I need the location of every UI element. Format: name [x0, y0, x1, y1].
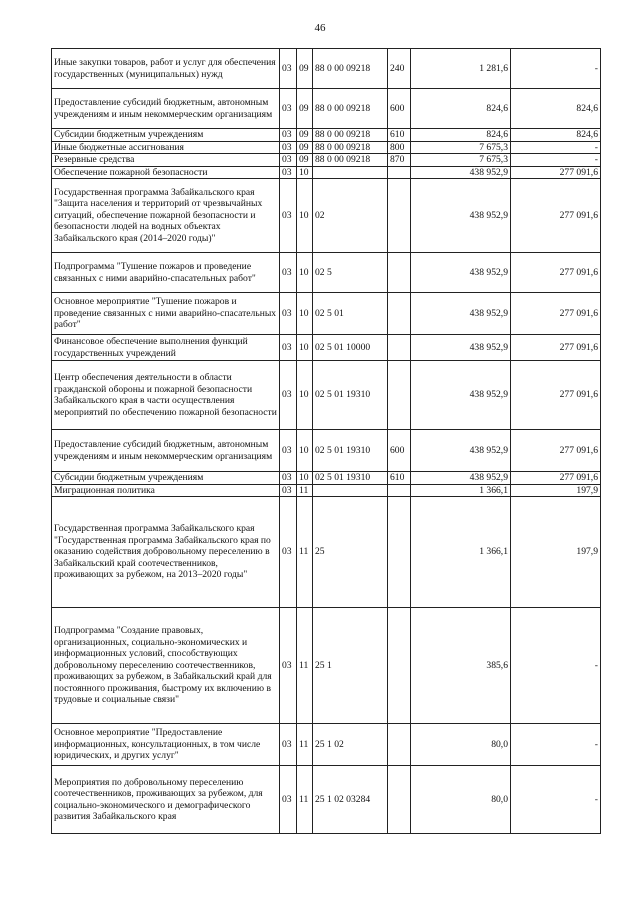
subsection-code: 10 — [297, 472, 313, 485]
amount-2: - — [511, 724, 601, 766]
section-code: 03 — [280, 166, 297, 179]
subsection-code: 09 — [297, 141, 313, 154]
expense-type-code — [388, 766, 411, 834]
target-article-code: 02 5 01 — [313, 293, 388, 335]
amount-2: - — [511, 49, 601, 89]
row-name: Предоставление субсидий бюджетным, автономным учреждениям и иным некоммерческим организациям — [52, 430, 280, 472]
section-code: 03 — [280, 253, 297, 293]
expense-type-code: 610 — [388, 129, 411, 142]
subsection-code: 10 — [297, 179, 313, 253]
table-row — [52, 608, 601, 724]
section-code: 03 — [280, 129, 297, 142]
amount-2: - — [511, 608, 601, 724]
amount-1: 438 952,9 — [411, 253, 511, 293]
subsection-code: 09 — [297, 89, 313, 129]
subsection-code: 09 — [297, 129, 313, 142]
amount-1: 438 952,9 — [411, 361, 511, 430]
amount-1: 1 366,1 — [411, 484, 511, 497]
section-code: 03 — [280, 484, 297, 497]
amount-2: 277 091,6 — [511, 166, 601, 179]
subsection-code: 09 — [297, 154, 313, 167]
target-article-code: 88 0 00 09218 — [313, 141, 388, 154]
expense-type-code — [388, 253, 411, 293]
amount-2: 277 091,6 — [511, 335, 601, 361]
amount-2: - — [511, 154, 601, 167]
table-row — [52, 179, 601, 253]
expense-type-code — [388, 361, 411, 430]
table-row — [52, 141, 601, 154]
row-name: Государственная программа Забайкальского края "Государственная программа Забайкальского края по оказанию содействия добровольному переселению в Забайкальский край соотечественников, проживающих за рубежом, на 2013–2020 годы" — [52, 497, 280, 608]
amount-2: 277 091,6 — [511, 179, 601, 253]
expense-type-code — [388, 608, 411, 724]
row-name: Иные бюджетные ассигнования — [52, 141, 280, 154]
row-name: Подпрограмма "Тушение пожаров и проведение связанных с ними аварийно-спасательных работ" — [52, 253, 280, 293]
amount-1: 824,6 — [411, 89, 511, 129]
amount-1: 7 675,3 — [411, 141, 511, 154]
subsection-code: 11 — [297, 484, 313, 497]
row-name: Основное мероприятие "Предоставление информационных, консультационных, в том числе юридических, и других услуг" — [52, 724, 280, 766]
subsection-code: 11 — [297, 497, 313, 608]
target-article-code: 02 5 01 10000 — [313, 335, 388, 361]
amount-1: 1 366,1 — [411, 497, 511, 608]
expense-type-code: 600 — [388, 430, 411, 472]
section-code: 03 — [280, 724, 297, 766]
section-code: 03 — [280, 89, 297, 129]
subsection-code: 10 — [297, 361, 313, 430]
table-row — [52, 766, 601, 834]
section-code: 03 — [280, 430, 297, 472]
row-name: Центр обеспечения деятельности в области гражданской обороны и пожарной безопасности Забайкальского края в части осуществления мероприятий по обеспечению пожарной безопасности — [52, 361, 280, 430]
page-number: 46 — [314, 22, 326, 34]
row-name: Субсидии бюджетным учреждениям — [52, 472, 280, 485]
amount-2: 824,6 — [511, 89, 601, 129]
amount-1: 824,6 — [411, 129, 511, 142]
table-row — [52, 49, 601, 89]
target-article-code — [313, 484, 388, 497]
row-name: Субсидии бюджетным учреждениям — [52, 129, 280, 142]
row-name: Подпрограмма "Создание правовых, организационных, социально-экономических и информационных условий, способствующих добровольному переселению соотечественников, проживающих за рубежом, в Забайкальский край для постоянного проживания, быстрому их включению в трудовые и социальные связи" — [52, 608, 280, 724]
amount-2: 824,6 — [511, 129, 601, 142]
budget-table — [51, 48, 601, 834]
target-article-code: 88 0 00 09218 — [313, 89, 388, 129]
amount-2: - — [511, 766, 601, 834]
table-row — [52, 89, 601, 129]
section-code: 03 — [280, 141, 297, 154]
row-name: Основное мероприятие "Тушение пожаров и проведение связанных с ними аварийно-спасательных работ" — [52, 293, 280, 335]
expense-type-code: 800 — [388, 141, 411, 154]
section-code: 03 — [280, 361, 297, 430]
table-body — [52, 49, 601, 834]
section-code: 03 — [280, 766, 297, 834]
amount-2: 277 091,6 — [511, 293, 601, 335]
target-article-code: 25 — [313, 497, 388, 608]
target-article-code: 02 5 — [313, 253, 388, 293]
table-row — [52, 472, 601, 485]
expense-type-code: 610 — [388, 472, 411, 485]
amount-2: 277 091,6 — [511, 472, 601, 485]
table-row — [52, 154, 601, 167]
row-name: Миграционная политика — [52, 484, 280, 497]
target-article-code: 02 5 01 19310 — [313, 361, 388, 430]
row-name: Иные закупки товаров, работ и услуг для обеспечения государственных (муниципальных) нужд — [52, 49, 280, 89]
section-code: 03 — [280, 335, 297, 361]
amount-1: 438 952,9 — [411, 430, 511, 472]
target-article-code: 88 0 00 09218 — [313, 49, 388, 89]
row-name: Государственная программа Забайкальского края "Защита населения и территорий от чрезвычайных ситуаций, обеспечение пожарной безопасности и безопасности людей на водных объектах Забайкальского края (2014–2020 годы)" — [52, 179, 280, 253]
target-article-code: 25 1 02 03284 — [313, 766, 388, 834]
amount-1: 438 952,9 — [411, 166, 511, 179]
target-article-code: 25 1 02 — [313, 724, 388, 766]
amount-1: 438 952,9 — [411, 179, 511, 253]
subsection-code: 11 — [297, 724, 313, 766]
section-code: 03 — [280, 472, 297, 485]
table-row — [52, 484, 601, 497]
row-name: Резервные средства — [52, 154, 280, 167]
table-row — [52, 361, 601, 430]
amount-2: - — [511, 141, 601, 154]
amount-2: 277 091,6 — [511, 253, 601, 293]
section-code: 03 — [280, 293, 297, 335]
section-code: 03 — [280, 154, 297, 167]
target-article-code: 02 — [313, 179, 388, 253]
subsection-code: 10 — [297, 166, 313, 179]
subsection-code: 11 — [297, 608, 313, 724]
subsection-code: 10 — [297, 335, 313, 361]
expense-type-code — [388, 179, 411, 253]
row-name: Обеспечение пожарной безопасности — [52, 166, 280, 179]
target-article-code: 02 5 01 19310 — [313, 472, 388, 485]
table-row — [52, 166, 601, 179]
table-row — [52, 724, 601, 766]
section-code: 03 — [280, 608, 297, 724]
table-row — [52, 430, 601, 472]
amount-1: 385,6 — [411, 608, 511, 724]
target-article-code: 88 0 00 09218 — [313, 129, 388, 142]
target-article-code: 88 0 00 09218 — [313, 154, 388, 167]
amount-1: 7 675,3 — [411, 154, 511, 167]
target-article-code: 02 5 01 19310 — [313, 430, 388, 472]
amount-1: 80,0 — [411, 724, 511, 766]
expense-type-code — [388, 335, 411, 361]
amount-1: 438 952,9 — [411, 472, 511, 485]
expense-type-code — [388, 484, 411, 497]
amount-2: 197,9 — [511, 484, 601, 497]
subsection-code: 10 — [297, 293, 313, 335]
section-code: 03 — [280, 49, 297, 89]
target-article-code: 25 1 — [313, 608, 388, 724]
expense-type-code — [388, 497, 411, 608]
row-name: Мероприятия по добровольному переселению соотечественников, проживающих за рубежом, для социально-экономического и демографического развития Забайкальского края — [52, 766, 280, 834]
amount-2: 277 091,6 — [511, 430, 601, 472]
row-name: Финансовое обеспечение выполнения функций государственных учреждений — [52, 335, 280, 361]
amount-1: 438 952,9 — [411, 335, 511, 361]
amount-2: 197,9 — [511, 497, 601, 608]
table-row — [52, 335, 601, 361]
amount-2: 277 091,6 — [511, 361, 601, 430]
row-name: Предоставление субсидий бюджетным, автономным учреждениям и иным некоммерческим организациям — [52, 89, 280, 129]
table-row — [52, 293, 601, 335]
table-row — [52, 497, 601, 608]
subsection-code: 10 — [297, 253, 313, 293]
subsection-code: 10 — [297, 430, 313, 472]
table-row — [52, 253, 601, 293]
section-code: 03 — [280, 179, 297, 253]
subsection-code: 09 — [297, 49, 313, 89]
expense-type-code: 870 — [388, 154, 411, 167]
amount-1: 1 281,6 — [411, 49, 511, 89]
target-article-code — [313, 166, 388, 179]
section-code: 03 — [280, 497, 297, 608]
expense-type-code — [388, 166, 411, 179]
amount-1: 438 952,9 — [411, 293, 511, 335]
table-row — [52, 129, 601, 142]
expense-type-code: 240 — [388, 49, 411, 89]
subsection-code: 11 — [297, 766, 313, 834]
amount-1: 80,0 — [411, 766, 511, 834]
expense-type-code: 600 — [388, 89, 411, 129]
expense-type-code — [388, 293, 411, 335]
expense-type-code — [388, 724, 411, 766]
